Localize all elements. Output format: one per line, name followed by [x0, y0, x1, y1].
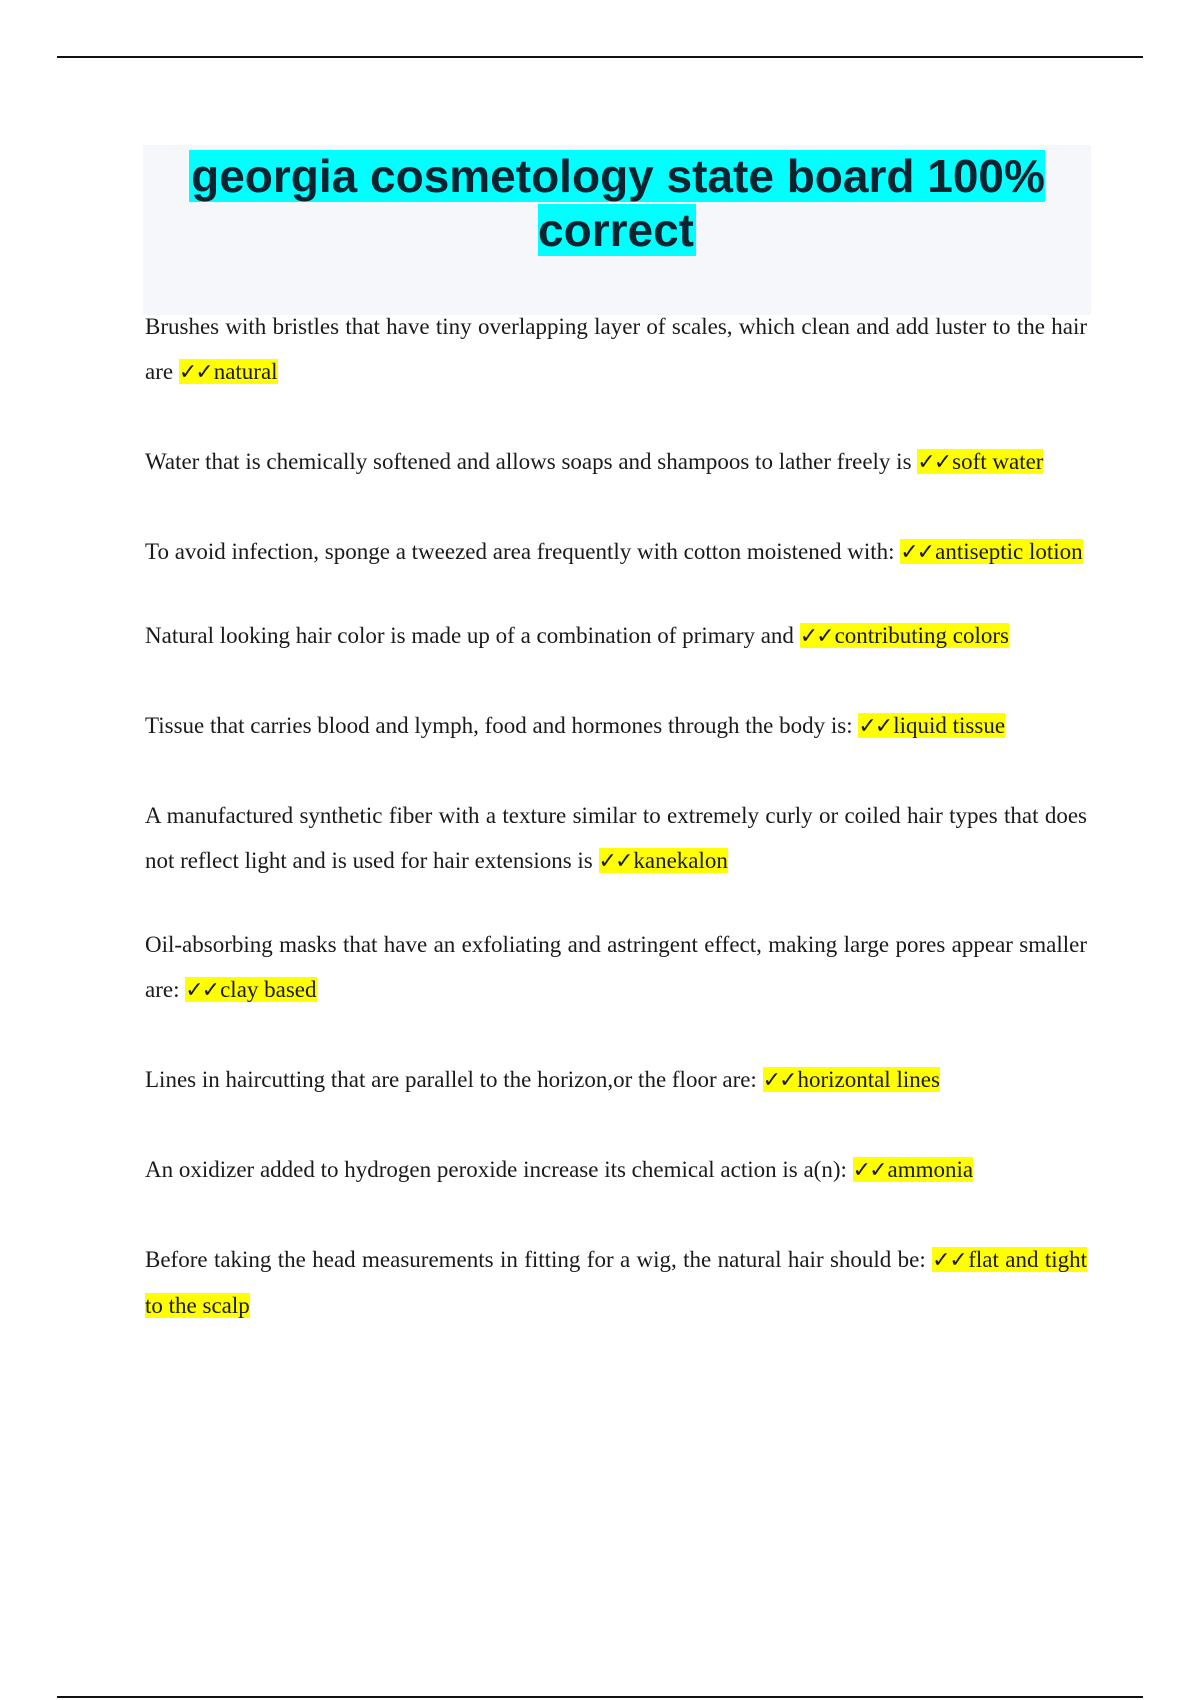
answer-highlight: [858, 713, 1005, 738]
question-text: A manufactured synthetic fiber with a texture similar to extremely curly or coiled hair types that does not reflect light and is used for hair extensions is: [145, 803, 1087, 873]
checkmark-icon: ✓✓: [178, 360, 212, 385]
qa-list: [145, 304, 1087, 1328]
answer-text: horizontal lines: [797, 1067, 940, 1092]
answer-highlight: [599, 848, 728, 873]
question-text: An oxidizer added to hydrogen peroxide increase its chemical action is a(n):: [145, 1157, 853, 1182]
answer-text: contributing colors: [834, 623, 1009, 648]
checkmark-icon: ✓✓: [598, 849, 632, 874]
checkmark-icon: ✓✓: [900, 540, 934, 565]
bottom-rule: [57, 1696, 1143, 1698]
question-text: Oil-absorbing masks that have an exfoliating and astringent effect, making large pores appear smaller are:: [145, 932, 1087, 1002]
question-text: Lines in haircutting that are parallel to the horizon,or the floor are:: [145, 1067, 763, 1092]
checkmark-icon: ✓✓: [858, 714, 892, 739]
answer-text: antiseptic lotion: [935, 539, 1083, 564]
document-title: [143, 149, 1091, 257]
answer-highlight: [917, 449, 1043, 474]
qa-item: [145, 703, 1087, 749]
question-text: Natural looking hair color is made up of a combination of primary and: [145, 623, 800, 648]
checkmark-icon: ✓✓: [762, 1068, 796, 1093]
top-rule: [57, 56, 1143, 58]
question-text: Water that is chemically softened and allows soaps and shampoos to lather freely is: [145, 449, 918, 474]
qa-item: [145, 304, 1087, 395]
answer-highlight: [185, 977, 316, 1002]
answer-text: natural: [213, 359, 278, 384]
question-text: Brushes with bristles that have tiny overlapping layer of scales, which clean and add luster to the hair are: [145, 314, 1087, 384]
answer-text: liquid tissue: [893, 713, 1006, 738]
title-block: [143, 145, 1091, 315]
question-text: To avoid infection, sponge a tweezed area frequently with cotton moistened with:: [145, 539, 901, 564]
qa-item: [145, 793, 1087, 884]
qa-item: [145, 922, 1087, 1013]
answer-highlight: [179, 359, 278, 384]
answer-highlight: [800, 623, 1009, 648]
question-text: Tissue that carries blood and lymph, food and hormones through the body is:: [145, 713, 859, 738]
answer-text: clay based: [220, 977, 317, 1002]
qa-item: [145, 529, 1087, 575]
answer-text: ammonia: [887, 1157, 974, 1182]
answer-text: flat and tight to the scalp: [145, 1247, 1088, 1318]
answer-text: soft water: [952, 449, 1044, 474]
qa-item: [145, 1147, 1087, 1193]
checkmark-icon: ✓✓: [799, 624, 833, 649]
qa-item: [145, 1237, 1087, 1328]
question-text: Before taking the head measurements in fitting for a wig, the natural hair should be:: [145, 1247, 933, 1272]
checkmark-icon: ✓✓: [917, 450, 951, 475]
answer-highlight: [900, 539, 1082, 564]
answer-text: kanekalon: [633, 848, 728, 873]
checkmark-icon: ✓✓: [852, 1158, 886, 1183]
qa-item: [145, 1057, 1087, 1103]
checkmark-icon: ✓✓: [932, 1248, 967, 1273]
qa-item: [145, 613, 1087, 659]
qa-item: [145, 439, 1087, 485]
answer-highlight: [763, 1067, 940, 1092]
answer-highlight: [853, 1157, 973, 1182]
checkmark-icon: ✓✓: [185, 978, 219, 1003]
title-highlight: georgia cosmetology state board 100% correct: [191, 150, 1045, 256]
